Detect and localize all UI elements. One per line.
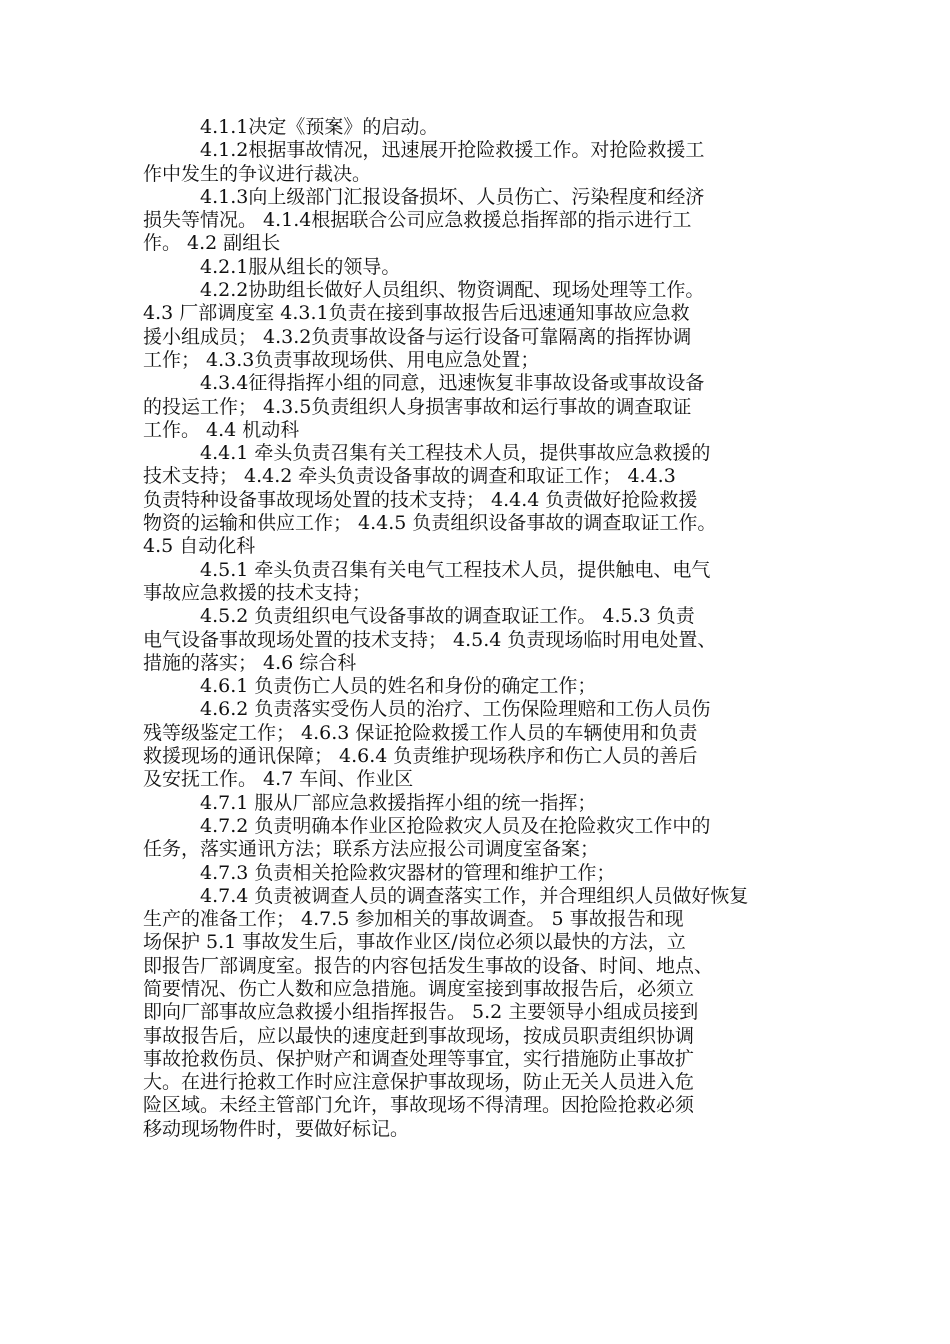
text-line: 大。在进行抢救工作时应注意保护事故现场，防止无关人员进入危 (143, 1071, 695, 1094)
text-line: 4.7.2 负责明确本作业区抢险救灾人员及在抢险救灾工作中的 (200, 814, 711, 837)
text-line: 的投运工作； 4.3.5负责组织人身损害事故和运行事故的调查取证 (143, 395, 692, 418)
text-line: 及安抚工作。 4.7 车间、作业区 (143, 768, 414, 791)
document-body (143, 116, 823, 1141)
text-line: 措施的落实； 4.6 综合科 (143, 651, 357, 674)
text-line: 4.5.2 负责组织电气设备事故的调查取证工作。 4.5.3 负责 (200, 605, 695, 628)
text-line: 技术支持； 4.4.2 牵头负责设备事故的调查和取证工作； 4.4.3 (143, 465, 676, 488)
text-line: 作。 4.2 副组长 (143, 232, 281, 255)
text-line: 4.6.1 负责伤亡人员的姓名和身份的确定工作； (200, 675, 597, 698)
text-line: 4.1.3向上级部门汇报设备损坏、人员伤亡、污染程度和经济 (200, 185, 705, 208)
text-line: 即报告厂部调度室。报告的内容包括发生事故的设备、时间、地点、 (143, 954, 714, 977)
text-line: 4.2.2协助组长做好人员组织、物资调配、现场处理等工作。 (200, 279, 705, 302)
text-line: 4.5 自动化科 (143, 535, 256, 558)
text-line: 事故报告后，应以最快的速度赶到事故现场，按成员职责组织协调 (143, 1024, 695, 1047)
text-line: 工作； 4.3.3负责事故现场供、用电应急处置； (143, 348, 540, 371)
text-line: 场保护 5.1 事故发生后，事故作业区/岗位必须以最快的方法，立 (143, 931, 686, 954)
text-line: 4.1.1决定《预案》的启动。 (200, 116, 439, 138)
text-line: 险区域。未经主管部门允许，事故现场不得清理。因抢险抢救必须 (143, 1094, 695, 1117)
text-line: 4.2.1服从组长的领导。 (200, 255, 401, 278)
text-line: 工作。 4.4 机动科 (143, 418, 300, 441)
text-line: 4.7.3 负责相关抢险救灾器材的管理和维护工作； (200, 861, 616, 884)
text-line: 移动现场物件时，要做好标记。 (143, 1117, 410, 1140)
text-line: 负责特种设备事故现场处置的技术支持； 4.4.4 负责做好抢险救援 (143, 488, 698, 511)
text-line: 4.7.1 服从厂部应急救援指挥小组的统一指挥； (200, 791, 597, 814)
text-line: 4.6.2 负责落实受伤人员的治疗、工伤保险理赔和工伤人员伤 (200, 698, 711, 721)
text-line: 援小组成员； 4.3.2负责事故设备与运行设备可靠隔离的指挥协调 (143, 325, 692, 348)
text-line: 作中发生的争议进行裁决。 (143, 162, 372, 185)
text-line: 残等级鉴定工作； 4.6.3 保证抢险救援工作人员的车辆使用和负责 (143, 721, 698, 744)
text-line: 4.4.1 牵头负责召集有关工程技术人员，提供事故应急救援的 (200, 442, 711, 465)
text-line: 任务，落实通讯方法；联系方法应报公司调度室备案； (143, 838, 600, 861)
text-line: 4.3 厂部调度室 4.3.1负责在接到事故报告后迅速通知事故应急救 (143, 302, 690, 325)
text-line: 4.3.4征得指挥小组的同意，迅速恢复非事故设备或事故设备 (200, 372, 705, 395)
text-line: 事故抢救伤员、保护财产和调查处理等事宜，实行措施防止事故扩 (143, 1047, 695, 1070)
text-line: 即向厂部事故应急救援小组指挥报告。 5.2 主要领导小组成员接到 (143, 1001, 699, 1024)
text-line: 4.1.2根据事故情况，迅速展开抢险救援工作。对抢险救援工 (200, 139, 705, 162)
text-line: 损失等情况。 4.1.4根据联合公司应急救援总指挥部的指示进行工 (143, 209, 692, 232)
text-line: 救援现场的通讯保障； 4.6.4 负责维护现场秩序和伤亡人员的善后 (143, 745, 698, 768)
text-line: 电气设备事故现场处置的技术支持； 4.5.4 负责现场临时用电处置、 (143, 628, 717, 651)
text-line: 事故应急救援的技术支持； (143, 581, 372, 604)
text-line: 简要情况、伤亡人数和应急措施。调度室接到事故报告后，必须立 (143, 977, 695, 1000)
text-line: 4.5.1 牵头负责召集有关电气工程技术人员，提供触电、电气 (200, 558, 711, 581)
text-line: 4.7.4 负责被调查人员的调查落实工作，并合理组织人员做好恢复 (200, 884, 749, 907)
text-line: 生产的准备工作； 4.7.5 参加相关的事故调查。 5 事故报告和现 (143, 908, 684, 931)
text-line: 物资的运输和供应工作； 4.4.5 负责组织设备事故的调查取证工作。 (143, 512, 717, 535)
